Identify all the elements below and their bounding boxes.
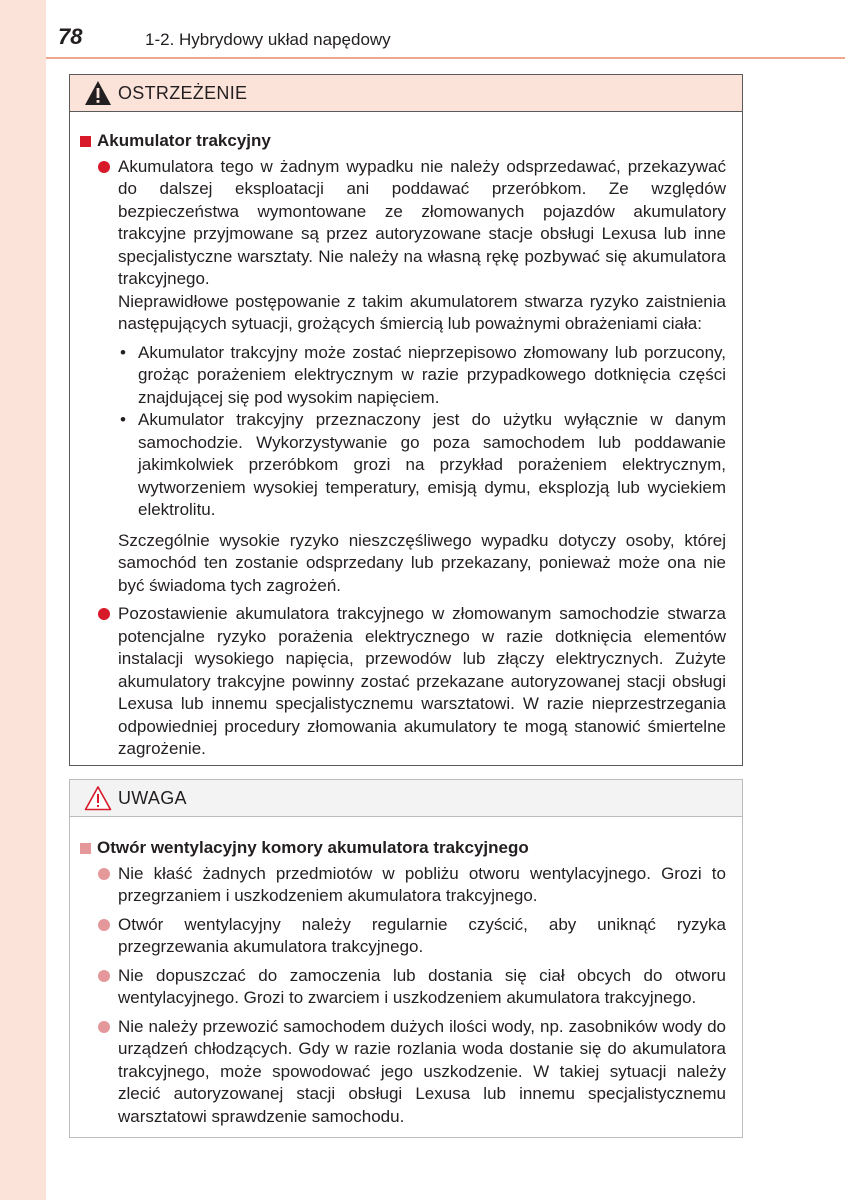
bullet-dot-icon	[98, 161, 110, 173]
warning-bullet	[80, 603, 726, 761]
warning-box	[69, 74, 743, 766]
caution-triangle-icon	[84, 785, 112, 811]
bullet-dot-icon	[98, 868, 110, 880]
caution-bullet	[80, 1016, 726, 1129]
section-title: 1-2. Hybrydowy układ napędowy	[145, 30, 391, 49]
caution-bullet	[80, 914, 726, 959]
warning-sub-item	[118, 342, 726, 410]
warning-bullet	[80, 156, 726, 598]
bullet-dot-icon	[98, 919, 110, 931]
warning-triangle-icon	[84, 80, 112, 106]
warning-title: OSTRZEŻENIE	[118, 82, 248, 103]
bullet-dot-icon	[98, 608, 110, 620]
warning-paragraph: Nieprawidłowe postępowanie z takim akumulatorem stwarza ryzyko zaistnienia następujących sytuacji, grożących śmiercią lub poważnymi obrażeniami ciała:	[118, 291, 726, 333]
caution-subheading	[80, 837, 726, 860]
caution-bullet-text: Nie kłaść żadnych przedmiotów w pobliżu otworu wentylacyjnego. Grozi to przegrzaniem i uszkodzeniem akumulatora trakcyjnego.	[118, 863, 726, 905]
header-rule	[46, 57, 845, 59]
page-header	[46, 0, 845, 58]
caution-bullet	[80, 863, 726, 908]
page-margin-strip	[0, 0, 46, 1200]
square-marker-icon	[80, 136, 91, 147]
warning-sub-item-text: Akumulator trakcyjny przeznaczony jest do użytku wyłącznie w danym samochodzie. Wykorzystywanie go poza samochodem lub poddawanie jakimkolwiek przeróbkom grozi na przykład porażeniem elektrycznym, wytworzeniem wysokiej temperatury, emisją dymu, eksplozją lub wyciekiem elektrolitu.	[138, 410, 726, 519]
warning-body	[70, 112, 742, 761]
caution-box	[69, 779, 743, 1138]
sub-bullet-mark: •	[120, 410, 126, 429]
caution-title: UWAGA	[118, 787, 187, 808]
caution-header	[70, 780, 742, 817]
warning-paragraph: Szczególnie wysokie ryzyko nieszczęśliwego wypadku dotyczy osoby, której samochód ten zostanie odsprzedany lub przekazany, ponieważ może ona nie być świadoma tych zagrożeń.	[118, 530, 726, 595]
page-number: 78	[58, 24, 83, 49]
caution-bullet-text: Nie należy przewozić samochodem dużych ilości wody, np. zasobników wody do urządzeń chłodzących. Gdy w razie rozlania woda dostanie się do akumulatora trakcyjnego, może spowodować jego uszkodzenie. W takiej sytuacji należy zlecić autoryzowanej stacji obsługi Lexusa lub innemu specjalistycznemu warsztatowi sprawdzenie samochodu.	[118, 1016, 726, 1126]
caution-bullet-text: Otwór wentylacyjny należy regularnie czyścić, aby uniknąć ryzyka przegrzewania akumulatora trakcyjnego.	[118, 914, 726, 956]
sub-bullet-mark: •	[120, 342, 126, 362]
warning-paragraph: Akumulatora tego w żadnym wypadku nie należy odsprzedawać, przekazywać do dalszej eksploatacji ani poddawać przeróbkom. Ze względów bezpieczeństwa wymontowane ze złomowanych pojazdów akumulatory trakcyjne przyjmowane są przez autoryzowane stacje obsługi Lexusa lub inne specjalistyczne warsztaty. Nie należy na własną rękę pozbywać się akumulatora trakcyjnego.	[118, 156, 726, 288]
bullet-dot-icon	[98, 970, 110, 982]
warning-subheading-text: Akumulator trakcyjny	[97, 131, 271, 150]
square-marker-icon	[80, 843, 91, 854]
caution-subheading-text: Otwór wentylacyjny komory akumulatora trakcyjnego	[97, 838, 529, 857]
warning-subheading	[80, 130, 726, 153]
caution-bullet-text: Nie dopuszczać do zamoczenia lub dostania się ciał obcych do otworu wentylacyjnego. Grozi to zwarciem i uszkodzeniem akumulatora trakcyjnego.	[118, 965, 726, 1007]
caution-body	[70, 817, 742, 1128]
warning-paragraph: Pozostawienie akumulatora trakcyjnego w złomowanym samochodzie stwarza potencjalne ryzyko porażenia elektrycznego w razie dotknięcia elementów instalacji wysokiego napięcia, przewodów lub złączy elektrycznych. Zużyte akumulatory trakcyjne powinny zostać przekazane autoryzowanej stacji obsługi Lexusa lub innemu specjalistycznemu warsztatowi. W razie nieprzestrzegania odpowiedniej procedury złomowania akumulatory te mogą stanowić śmiertelne zagrożenie.	[118, 604, 726, 758]
warning-header	[70, 75, 742, 112]
bullet-dot-icon	[98, 1021, 110, 1033]
warning-sub-item	[118, 409, 726, 522]
caution-bullet	[80, 965, 726, 1010]
warning-sub-item-text: Akumulator trakcyjny może zostać nieprzepisowo złomowany lub porzucony, grożąc porażeniem elektrycznym w razie przypadkowego dotknięcia części znajdującej się pod wysokim napięciem.	[138, 342, 726, 407]
